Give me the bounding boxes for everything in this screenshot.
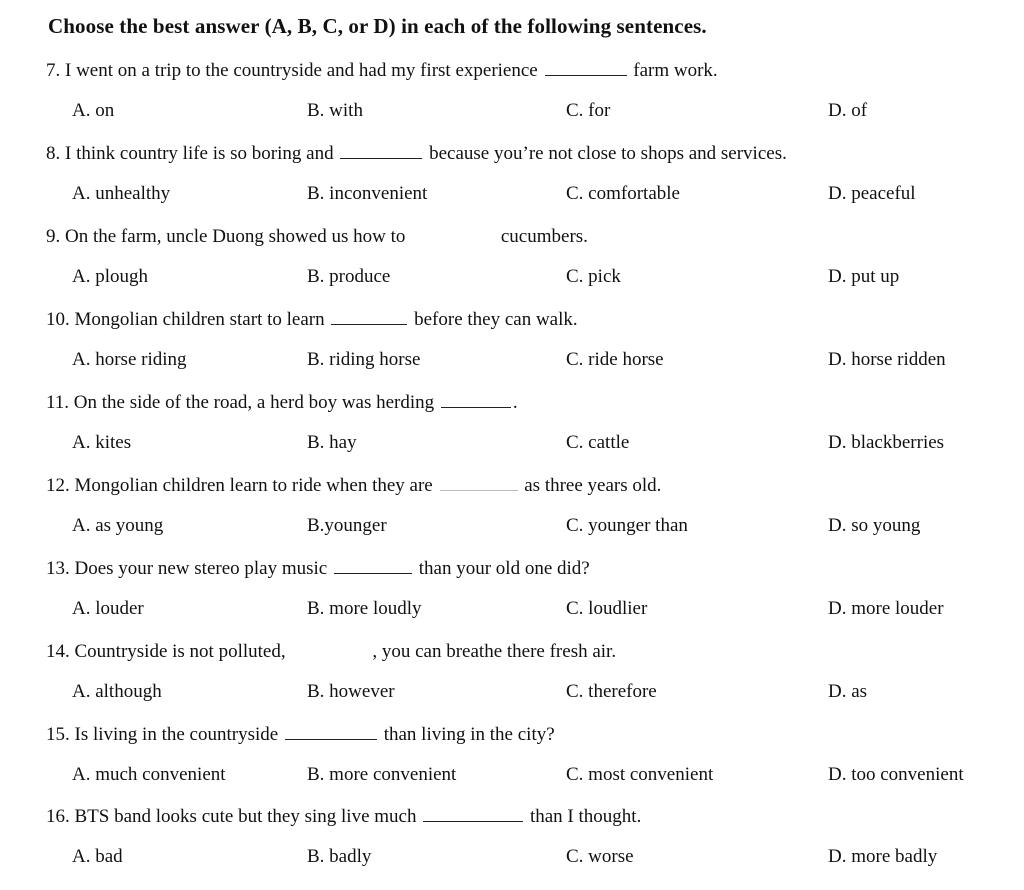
option-c[interactable]: C. for (566, 100, 611, 121)
question-text-before: Countryside is not polluted, (74, 641, 286, 662)
answer-blank[interactable] (340, 144, 422, 159)
option-c[interactable]: C. worse (566, 846, 634, 867)
option-d[interactable]: D. so young (828, 515, 921, 536)
option-b[interactable]: B. inconvenient (307, 183, 428, 204)
question-number: 9. (46, 226, 61, 247)
option-c[interactable]: C. therefore (566, 681, 657, 702)
option-d[interactable]: D. horse ridden (828, 349, 946, 370)
question-number: 10. (46, 309, 70, 330)
option-a[interactable]: A. bad (72, 846, 123, 867)
answer-blank[interactable] (412, 228, 494, 242)
question-text-before: I think country life is so boring and (65, 143, 334, 164)
option-a[interactable]: A. louder (72, 598, 144, 619)
question-text-after: because you’re not close to shops and services. (429, 143, 787, 164)
question-text-after: , you can breathe there fresh air. (372, 641, 617, 662)
question-text-after: before they can walk. (414, 309, 578, 330)
question-stem (46, 309, 578, 331)
answer-blank[interactable] (441, 393, 511, 408)
question-text-before: BTS band looks cute but they sing live much (74, 806, 417, 827)
question-11 (46, 392, 1016, 476)
question-number: 16. (46, 806, 70, 827)
question-stem (46, 558, 590, 580)
answer-blank[interactable] (285, 725, 377, 740)
option-c[interactable]: C. cattle (566, 432, 630, 453)
question-text-before: Does your new stereo play music (74, 558, 328, 579)
question-stem (46, 724, 555, 746)
answer-blank[interactable] (331, 310, 407, 325)
question-text-after: cucumbers. (500, 226, 588, 247)
question-number: 7. (46, 60, 61, 81)
question-text-after: than your old one did? (418, 558, 590, 579)
option-d[interactable]: D. more badly (828, 846, 938, 867)
question-stem (46, 806, 641, 828)
option-c[interactable]: C. loudlier (566, 598, 648, 619)
question-stem (46, 226, 588, 248)
question-8 (46, 143, 1016, 227)
question-7 (46, 60, 1016, 144)
question-16 (46, 806, 1016, 890)
option-c[interactable]: C. pick (566, 266, 621, 287)
question-text-before: Mongolian children learn to ride when they are (74, 475, 433, 496)
option-d[interactable]: D. too convenient (828, 764, 964, 785)
question-text-after: than I thought. (529, 806, 642, 827)
question-text-before: Is living in the countryside (74, 724, 279, 745)
option-b[interactable]: B. riding horse (307, 349, 421, 370)
option-a[interactable]: A. plough (72, 266, 148, 287)
question-14 (46, 641, 1016, 725)
answer-blank[interactable] (292, 643, 370, 657)
question-15 (46, 724, 1016, 808)
option-a[interactable]: A. much convenient (72, 764, 226, 785)
question-9 (46, 226, 1016, 310)
question-text-after: . (512, 392, 518, 413)
question-number: 14. (46, 641, 70, 662)
question-stem (46, 475, 661, 497)
option-b[interactable]: B. hay (307, 432, 357, 453)
answer-blank[interactable] (334, 559, 412, 574)
question-stem (46, 143, 787, 165)
question-stem (46, 641, 616, 663)
option-c[interactable]: C. comfortable (566, 183, 680, 204)
option-c[interactable]: C. ride horse (566, 349, 664, 370)
question-text-before: On the side of the road, a herd boy was herding (73, 392, 435, 413)
question-number: 13. (46, 558, 70, 579)
option-b[interactable]: B. more convenient (307, 764, 457, 785)
answer-blank[interactable] (423, 807, 523, 822)
question-number: 15. (46, 724, 70, 745)
option-a[interactable]: A. horse riding (72, 349, 187, 370)
option-d[interactable]: D. blackberries (828, 432, 945, 453)
option-c[interactable]: C. most convenient (566, 764, 714, 785)
question-text-before: Mongolian children start to learn (74, 309, 325, 330)
option-b[interactable]: B. with (307, 100, 363, 121)
option-a[interactable]: A. unhealthy (72, 183, 171, 204)
option-b[interactable]: B. more loudly (307, 598, 422, 619)
option-d[interactable]: D. put up (828, 266, 900, 287)
question-text-before: I went on a trip to the countryside and had my first experience (65, 60, 538, 81)
question-text-after: than living in the city? (383, 724, 555, 745)
question-number: 12. (46, 475, 70, 496)
answer-blank[interactable] (545, 61, 627, 76)
answer-blank[interactable] (440, 476, 518, 491)
question-text-after: farm work. (633, 60, 718, 81)
question-number: 8. (46, 143, 61, 164)
option-d[interactable]: D. of (828, 100, 868, 121)
question-stem (46, 392, 518, 414)
question-10 (46, 309, 1016, 393)
question-stem (46, 60, 718, 82)
option-a[interactable]: A. although (72, 681, 162, 702)
option-a[interactable]: A. on (72, 100, 115, 121)
question-text-before: On the farm, uncle Duong showed us how to (65, 226, 406, 247)
option-a[interactable]: A. as young (72, 515, 164, 536)
option-d[interactable]: D. peaceful (828, 183, 916, 204)
question-13 (46, 558, 1016, 642)
question-number: 11. (46, 392, 70, 413)
option-d[interactable]: D. as (828, 681, 868, 702)
option-b[interactable]: B. however (307, 681, 395, 702)
option-d[interactable]: D. more louder (828, 598, 944, 619)
option-b[interactable]: B. badly (307, 846, 372, 867)
instructions-heading: Choose the best answer (A, B, C, or D) in each of the following sentences. (48, 14, 707, 38)
question-12 (46, 475, 1016, 559)
option-b[interactable]: B. produce (307, 266, 391, 287)
option-a[interactable]: A. kites (72, 432, 132, 453)
question-text-after: as three years old. (524, 475, 662, 496)
option-c[interactable]: C. younger than (566, 515, 688, 536)
option-b[interactable]: B.younger (307, 515, 387, 536)
